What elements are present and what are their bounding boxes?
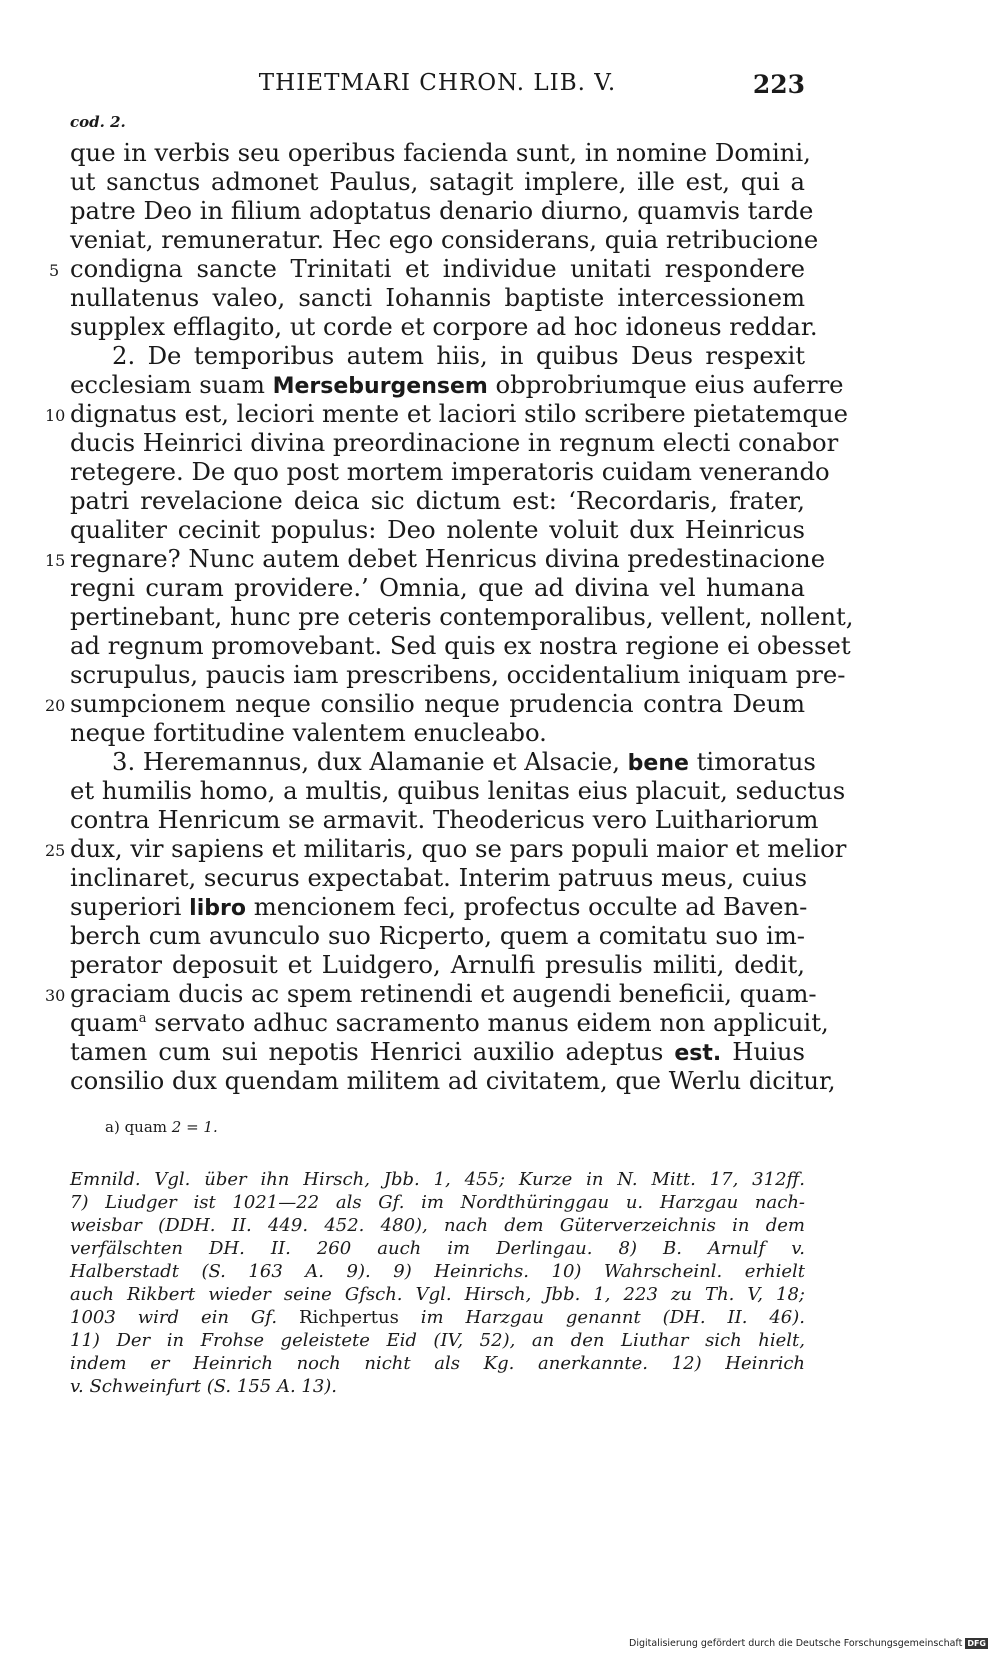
line-number: 15 [45, 551, 66, 570]
dfg-logo: DFG [967, 1639, 986, 1648]
text-line: 15 regnare? Nunc autem debet Henricus divina predestinacione [45, 544, 826, 573]
text-line: patre Deo in filium adoptatus denario diurno, quamvis tarde [70, 196, 814, 225]
text-line: supplex efflagito, ut corde et corpore ad hoc idoneus reddar. [70, 312, 818, 341]
footnote-line: Halberstadt (S. 163 A. 9). 9) Heinrichs. 10) Wahrscheinl. erhielt [70, 1261, 805, 1282]
running-title: THIETMARI CHRON. LIB. V. [258, 70, 617, 96]
text-line: que in verbis seu operibus facienda sunt, in nomine Domini, [70, 138, 811, 167]
codex-label: cod. 2. [70, 113, 126, 131]
text-line: perator deposuit et Luidgero, Arnulfi presulis militi, dedit, [70, 950, 805, 979]
text-line: regni curam providere.’ Omnia, que ad divina vel humana [70, 573, 805, 602]
footnote-line: v. Schweinfurt (S. 155 A. 13). [70, 1376, 338, 1397]
text-line: retegere. De quo post mortem imperatoris cuidam venerando [70, 457, 830, 486]
page-header [70, 64, 805, 104]
footnote-line: indem er Heinrich noch nicht als Kg. anerkannte. 12) Heinrich [70, 1353, 805, 1374]
footnote-line: 11) Der in Frohse geleistete Eid (IV, 52), an den Liuthar sich hielt, [70, 1330, 805, 1351]
footnote-line: verfälschten DH. II. 260 auch im Derlingau. 8) B. Arnulf v. [70, 1238, 805, 1259]
line-number: 10 [45, 406, 66, 425]
text-line: nullatenus valeo, sancti Iohannis baptiste intercessionem [70, 283, 805, 312]
text-line [70, 747, 816, 776]
text-line: 10 dignatus est, leciori mente et laciori stilo scribere pietatemque [45, 399, 849, 428]
line-number: 25 [45, 841, 66, 860]
line-number: 30 [45, 986, 66, 1005]
line-number: 20 [45, 696, 66, 715]
line-number: 5 [49, 261, 60, 280]
bold-word: libro [189, 896, 246, 921]
text-line: berch cum avunculo suo Ricperto, quem a comitatu suo im- [70, 921, 805, 950]
text-line: 30 graciam ducis ac spem retinendi et augendi beneficii, quam- [45, 979, 817, 1008]
page-number: 223 [752, 70, 805, 99]
footnote-line: Emnild. Vgl. über ihn Hirsch, Jbb. 1, 455; Kurze in N. Mitt. 17, 312ff. [70, 1169, 805, 1190]
bold-word: est. [674, 1041, 722, 1066]
text-line: scrupulus, paucis iam prescribens, occidentalium iniquam pre- [70, 660, 846, 689]
text-line: contra Henricum se armavit. Theodericus vero Luithariorum [70, 805, 819, 834]
main-text [45, 138, 854, 1095]
text-line: 5 condigna sancte Trinitati et individue unitati respondere [49, 254, 805, 283]
text-line: superiori libro mencionem feci, profectus occulte ad Baven- [70, 892, 808, 921]
section-2-start: 2. De temporibus autem hiis, in quibus Deus respexit [112, 341, 805, 370]
text-line: qualiter cecinit populus: Deo nolente voluit dux Heinricus [70, 515, 805, 544]
bold-word: bene [627, 751, 689, 776]
bold-word: Merseburgensem [272, 374, 488, 399]
text-line: veniat, remuneratur. Hec ego considerans, quia retribucione [70, 225, 819, 254]
text-line: quam$^a$ servato adhuc sacramento manus eidem non applicuit, [70, 1008, 829, 1037]
critical-apparatus: a) quam 2 = 1. [105, 1118, 218, 1136]
footnote-line: auch Rikbert wieder seine Gfsch. Vgl. Hirsch, Jbb. 1, 223 zu Th. V, 18; [70, 1284, 805, 1305]
text-line: ad regnum promovebant. Sed quis ex nostra regione ei obesset [70, 631, 851, 660]
footnote-line: 1003 wird ein Gf. Richpertus im Harzgau genannt (DH. II. 46). [70, 1307, 806, 1328]
text-line: tamen cum sui nepotis Henrici auxilio adeptus est. Huius [70, 1037, 805, 1066]
text-line: ut sanctus admonet Paulus, satagit implere, ille est, qui a [70, 167, 805, 196]
text-line [70, 341, 805, 370]
text-line: et humilis homo, a multis, quibus lenitas eius placuit, seductus [70, 776, 846, 805]
text-line: patri revelacione deica sic dictum est: ‘Recordaris, frater, [70, 486, 805, 515]
section-3-start: 3. Heremannus, dux Alamanie et Alsacie, bene timoratus [112, 747, 816, 776]
footnote-line: weisbar (DDH. II. 449. 452. 480), nach dem Güterverzeichnis in dem [70, 1215, 805, 1236]
text-line: ducis Heinrici divina preordinacione in regnum electi conabor [70, 428, 839, 457]
text-line: inclinaret, securus expectabat. Interim patruus meus, cuius [70, 863, 808, 892]
footnote-line: 7) Liudger ist 1021—22 als Gf. im Nordthüringgau u. Harzgau nach- [70, 1192, 805, 1213]
text-line: 25 dux, vir sapiens et militaris, quo se pars populi maior et melior [45, 834, 847, 863]
text-line: consilio dux quendam militem ad civitatem, que Werlu dicitur, [70, 1066, 836, 1095]
text-line: pertinebant, hunc pre ceteris contemporalibus, vellent, nollent, [70, 602, 854, 631]
text-line: neque fortitudine valentem enucleabo. [70, 718, 547, 747]
text-line: 20 sumpcionem neque consilio neque prudencia contra Deum [45, 689, 805, 718]
footnote-marker: a [138, 1010, 147, 1026]
digitization-credit: Digitalisierung gefördert durch die Deutsche Forschungsgemeinschaft DFG [629, 1638, 986, 1649]
footnotes [70, 1168, 805, 1398]
text-line: ecclesiam suam Merseburgensem obprobriumque eius auferre [70, 370, 844, 399]
